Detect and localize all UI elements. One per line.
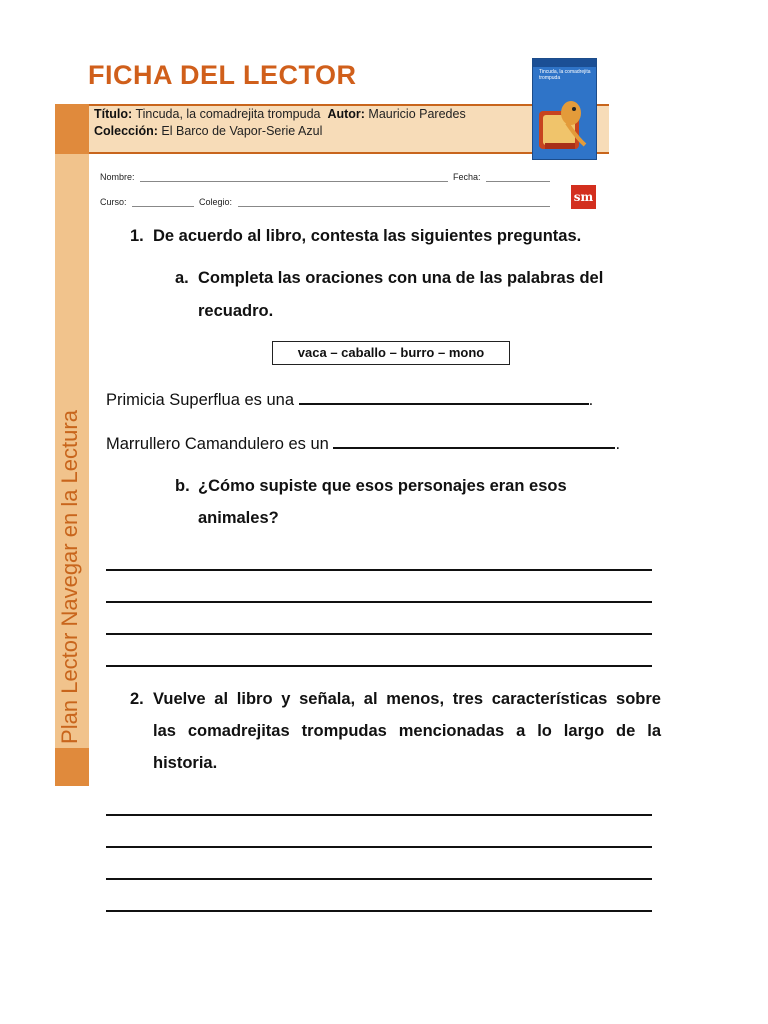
q1a-text-2: recuadro. (198, 302, 274, 320)
word-box: vaca – caballo – burro – mono (272, 341, 510, 365)
q2-text-2: las comadrejitas trompudas mencionadas a lo largo de la (153, 722, 661, 740)
answer-line[interactable] (106, 569, 652, 571)
sm-logo: sm (571, 185, 596, 209)
sentence-2-blank[interactable] (333, 433, 615, 449)
q1a-text-1: Completa las oraciones con una de las palabras del (198, 269, 604, 287)
sentence-1-period: . (588, 391, 594, 409)
sentence-1 (106, 389, 593, 410)
q2-text-3: historia. (153, 754, 218, 772)
title-author-line (94, 107, 466, 121)
book-cover-image (532, 58, 597, 160)
titulo-label: Título: (94, 107, 133, 121)
q1-number: 1. (130, 227, 144, 245)
answer-line[interactable] (106, 601, 652, 603)
coleccion-value: El Barco de Vapor-Serie Azul (161, 124, 323, 138)
q1b-text-1: ¿Cómo supiste que esos personajes eran esos (198, 477, 567, 495)
nombre-field[interactable] (140, 181, 448, 182)
nombre-label: Nombre: (100, 172, 135, 182)
curso-field[interactable] (132, 206, 194, 207)
sentence-2-period: . (615, 435, 621, 453)
coleccion-label: Colección: (94, 124, 158, 138)
cover-illustration (537, 93, 592, 153)
cover-strip (533, 59, 596, 67)
q2-number: 2. (130, 690, 144, 708)
autor-label: Autor: (327, 107, 365, 121)
q1b-letter: b. (175, 477, 190, 495)
side-band-text: Plan Lector Navegar en la Lectura (57, 410, 82, 744)
colegio-field[interactable] (238, 206, 550, 207)
sentence-1-blank[interactable] (299, 389, 589, 405)
answer-line[interactable] (106, 878, 652, 880)
answer-line[interactable] (106, 910, 652, 912)
answer-line[interactable] (106, 814, 652, 816)
sentence-1-text: Primicia Superflua es una (106, 391, 295, 409)
fecha-label: Fecha: (453, 172, 481, 182)
cover-title: Tincuda, la comadrejita trompuda (539, 69, 591, 81)
answer-line[interactable] (106, 633, 652, 635)
page-title: FICHA DEL LECTOR (88, 60, 357, 90)
answer-line[interactable] (106, 846, 652, 848)
q1-text: De acuerdo al libro, contesta las siguientes preguntas. (153, 227, 582, 245)
coleccion-line (94, 124, 322, 138)
curso-label: Curso: (100, 197, 127, 207)
colegio-label: Colegio: (199, 197, 233, 207)
answer-line[interactable] (106, 665, 652, 667)
q1a-letter: a. (175, 269, 189, 287)
titulo-value: Tincuda, la comadrejita trompuda (135, 107, 321, 121)
side-band-top (55, 104, 89, 154)
q2-text-1: Vuelve al libro y señala, al menos, tres características sobre (153, 690, 661, 708)
fecha-field[interactable] (486, 181, 550, 182)
sentence-2 (106, 433, 620, 454)
sentence-2-text: Marrullero Camandulero es un (106, 435, 329, 453)
autor-value: Mauricio Paredes (368, 107, 466, 121)
q1b-text-2: animales? (198, 509, 279, 527)
